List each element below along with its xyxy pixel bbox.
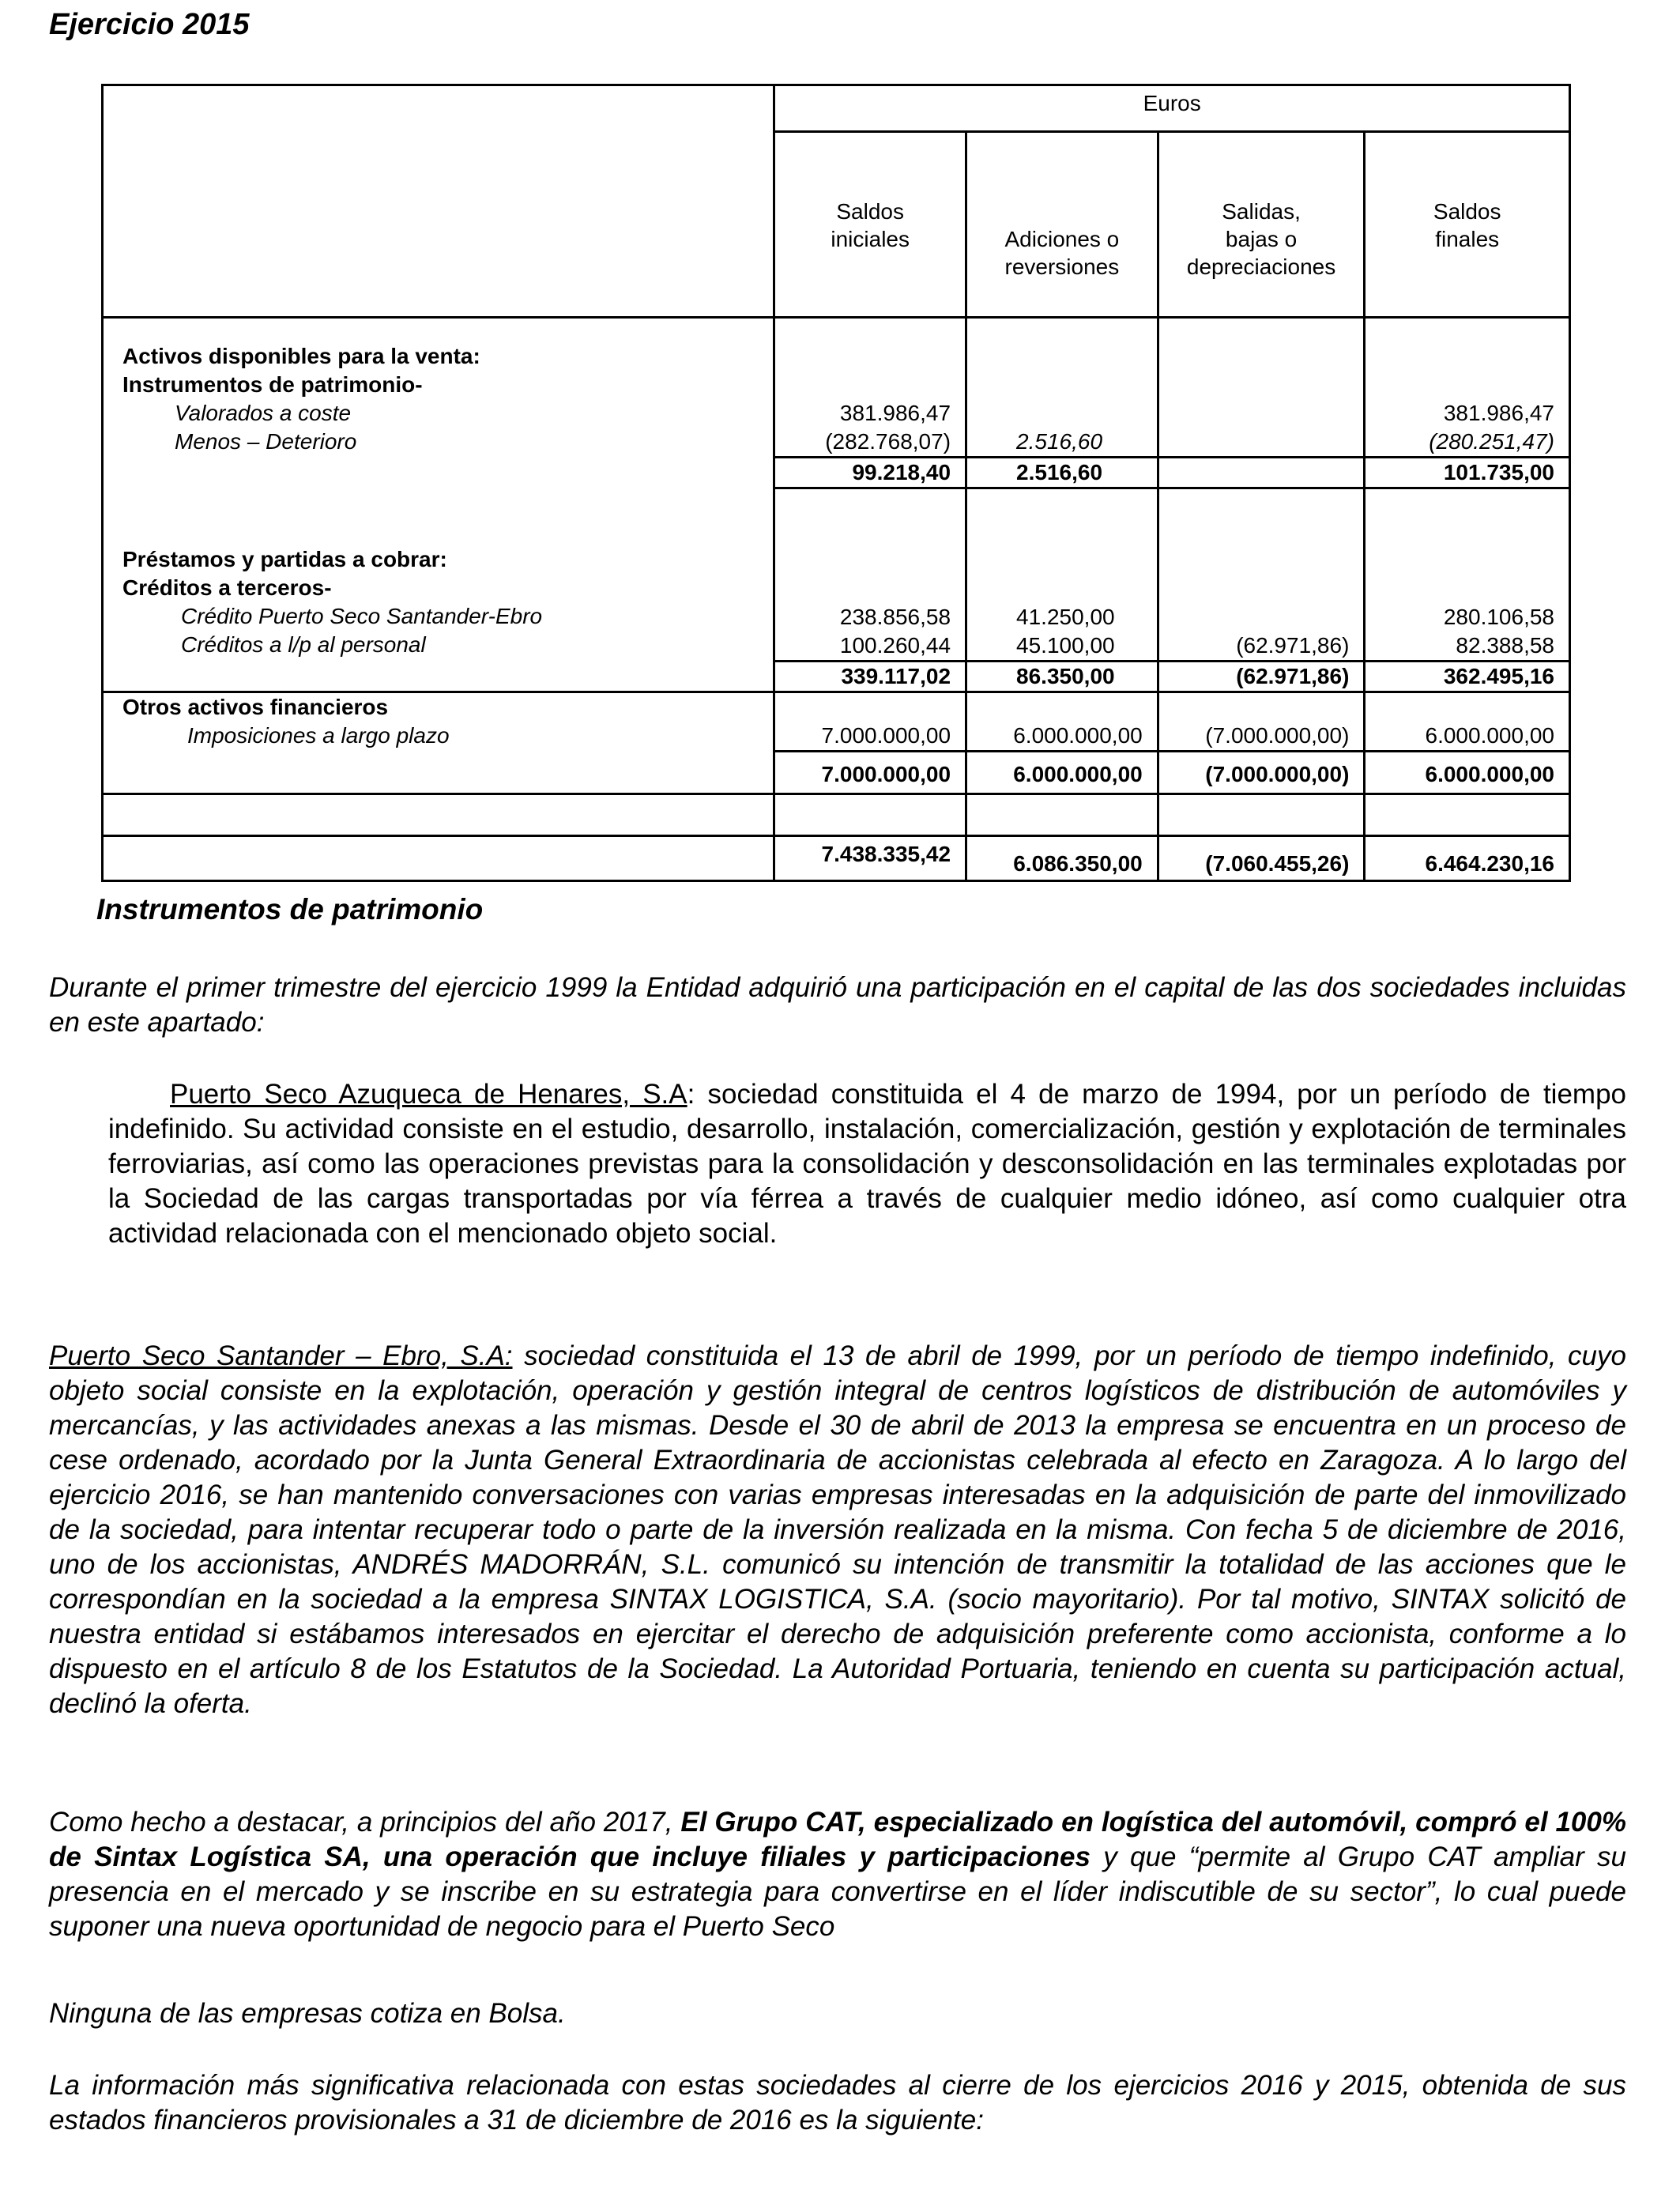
- total-value: 6.000.000,00: [1425, 762, 1554, 786]
- column-header-text: Saldos iniciales: [831, 199, 910, 251]
- financial-assets-table: [101, 84, 1571, 882]
- company-name-azuqueca: Puerto Seco Azuqueca de Henares, S.A: [170, 1079, 687, 1110]
- total-cell: 2.516,60: [966, 458, 1158, 488]
- total-cell: [1158, 752, 1365, 794]
- total-cell: (62.971,86): [1158, 662, 1365, 692]
- cell-value: 82.388,58: [1456, 633, 1554, 658]
- blank-row-cell: [1365, 794, 1570, 835]
- column-header-saldos-iniciales: [774, 132, 966, 318]
- total-cell: 339.117,02: [774, 662, 966, 692]
- paragraph-bolsa: Ninguna de las empresas cotiza en Bolsa.: [49, 1998, 566, 2029]
- grand-total-cell: [966, 835, 1158, 880]
- paragraph-intro: Durante el primer trimestre del ejercicio 1999 la Entidad adquirió una participación en el capital de las dos sociedades incluidas en este apartado:: [49, 972, 1626, 1038]
- cell-group: [966, 318, 1158, 458]
- cell-value: (280.251,47): [1429, 429, 1554, 454]
- cell-group: [1158, 692, 1365, 752]
- cell-group: [774, 692, 966, 752]
- cell-value: 6.000.000,00: [1013, 723, 1143, 748]
- company-name-santander-ebro: Puerto Seco Santander – Ebro, S.A:: [49, 1340, 513, 1371]
- section-title: Activos disponibles para la venta:: [122, 344, 480, 368]
- total-label-blank: [103, 662, 774, 692]
- cell-group: [966, 692, 1158, 752]
- cell-group: [774, 318, 966, 458]
- table-header-blank: [103, 85, 774, 318]
- cell-value: [1159, 603, 1350, 631]
- section-subtitle: Instrumentos de patrimonio-: [122, 372, 423, 397]
- blank-row-cell: [966, 794, 1158, 835]
- cell-group: [1158, 318, 1365, 458]
- row-label: Créditos a l/p al personal: [181, 631, 426, 657]
- row-label: Imposiciones a largo plazo: [187, 723, 450, 748]
- cell-value: 381.986,47: [839, 401, 951, 425]
- section-title: Otros activos financieros: [122, 695, 389, 719]
- total-cell: [966, 752, 1158, 794]
- total-cell: 362.495,16: [1365, 662, 1570, 692]
- blank-row-cell: [103, 794, 774, 835]
- cell-group: [1365, 488, 1570, 662]
- paragraph-text: sociedad constituida el 13 de abril de 1999, por un período de tiempo indefinido, cuyo objeto social consiste en la explotación, operación y gestión integral de centros logísticos de distribución de automóviles y mercancías, y las actividades anexas a las mismas. Desde el 30 de abril de 2013 la empresa se encuentra en un proceso de cese ordenado, acordado por la Junta General Extraordinaria de accionistas celebrada al efecto en Zaragoza. A lo largo del ejercicio 2016, se han mantenido conversaciones con varias empresas interesadas en la adquisición de parte del inmovilizado de la sociedad, para intentar recuperar todo o parte de la inversión realizada en la misma. Con fecha 5 de diciembre de 2016, uno de los accionistas, ANDRÉS MADORRÁN, S.L. comunicó su intención de transmitir la totalidad de las acciones que le correspondían en la sociedad a la empresa SINTAX LOGISTICA, S.A. (socio mayoritario). Por tal motivo, SINTAX solicitó de nuestra entidad si estábamos interesados en ejercitar el derecho de adquisición preferente como accionista, conforme a lo dispuesto en el artículo 8 de los Estatutos de la Sociedad. La Autoridad Portuaria, teniendo en cuenta su participación actual, declinó la oferta.: [49, 1340, 1626, 1719]
- paragraph-text: y que “permite al Grupo CAT ampliar su presencia en el mercado y se inscribe en su estrategia para convertirse en el líder indiscutible de su sector”, lo cual puede suponer una nueva oportunidad de negocio para el Puerto Seco: [49, 1842, 1626, 1942]
- cell-group: [1158, 488, 1365, 662]
- total-label-blank: [103, 752, 774, 794]
- cell-value: 6.000.000,00: [1425, 723, 1554, 748]
- section-activos-disponibles: [103, 318, 774, 458]
- paragraph-grupo-cat: [49, 1805, 1626, 1944]
- row-label: Valorados a coste: [175, 401, 352, 425]
- total-cell: [1158, 458, 1365, 488]
- total-value: (7.000.000,00): [1205, 762, 1350, 786]
- total-value: 6.000.000,00: [1013, 762, 1143, 786]
- cell-value: 280.106,58: [1443, 605, 1554, 629]
- cell-value: [1016, 399, 1157, 428]
- cell-value: 2.516,60: [1016, 429, 1103, 454]
- cell-value: (282.768,07): [825, 429, 951, 454]
- section-heading: Instrumentos de patrimonio: [96, 893, 484, 925]
- cell-value: 41.250,00: [1016, 605, 1115, 629]
- row-label: Crédito Puerto Seco Santander-Ebro: [181, 603, 543, 628]
- cell-group: [774, 488, 966, 662]
- total-value: 7.000.000,00: [821, 762, 951, 786]
- column-header-salidas: [1158, 132, 1365, 318]
- cell-group: [966, 488, 1158, 662]
- grand-total-value: (7.060.455,26): [1205, 850, 1350, 876]
- section-prestamos: [103, 488, 774, 662]
- cell-value: 238.856,58: [839, 605, 951, 629]
- cell-value: (62.971,86): [1236, 633, 1350, 658]
- column-header-text: Saldos finales: [1433, 199, 1501, 251]
- section-subtitle: Créditos a terceros-: [122, 575, 332, 600]
- grand-total-value: 6.086.350,00: [1013, 850, 1143, 876]
- paragraph-santander-ebro: [49, 1339, 1626, 1721]
- grand-total-cell: [1365, 835, 1570, 880]
- total-cell: 99.218,40: [774, 458, 966, 488]
- grand-total-value: 7.438.335,42: [821, 841, 951, 866]
- total-cell: [774, 752, 966, 794]
- section-title: Préstamos y partidas a cobrar:: [122, 546, 447, 571]
- cell-value: (7.000.000,00): [1205, 723, 1350, 748]
- grand-total-cell: [1158, 835, 1365, 880]
- column-header-saldos-finales: [1365, 132, 1570, 318]
- cell-value: [1159, 399, 1350, 428]
- page-heading: Ejercicio 2015: [49, 8, 250, 41]
- cell-value: 7.000.000,00: [821, 723, 951, 748]
- paragraph-bold-text: El Grupo CAT, especializado en logística del automóvil, compró el 100% de Sintax Logística SA, una operación que incluye filiales y participaciones: [49, 1807, 1626, 1872]
- paragraph-text: Como hecho a destacar, a principios del año 2017,: [49, 1807, 681, 1838]
- column-header-adiciones: [966, 132, 1158, 318]
- row-label: Menos – Deterioro: [175, 429, 357, 454]
- section-otros-activos: [103, 692, 774, 752]
- total-label-blank: [103, 458, 774, 488]
- paragraph-azuqueca: [108, 1077, 1626, 1251]
- cell-value: [1159, 428, 1350, 456]
- cell-value: 45.100,00: [1016, 633, 1115, 658]
- paragraph-informacion: La información más significativa relacionada con estas sociedades al cierre de los ejercicios 2016 y 2015, obtenida de sus estados financieros provisionales a 31 de diciembre de 2016 es la siguiente:: [49, 2070, 1626, 2136]
- total-cell: [1365, 752, 1570, 794]
- paragraph-text: : sociedad constituida el 4 de marzo de 1994, por un período de tiempo indefinido. Su actividad consiste en el estudio, desarrollo, instalación, comercialización, gestión y explotación de terminales ferroviarias, así como las operaciones previstas para la consolidación y desconsolidación en las terminales explotadas por la Sociedad de las cargas transportadas por vía férrea a través de cualquier medio idóneo, así como cualquier otra actividad relacionada con el mencionado objeto social.: [108, 1079, 1626, 1249]
- grand-total-label-blank: [103, 835, 774, 880]
- cell-group: [1365, 318, 1570, 458]
- column-header-text: Salidas, bajas o depreciaciones: [1186, 199, 1336, 279]
- blank-row-cell: [774, 794, 966, 835]
- grand-total-value: 6.464.230,16: [1425, 850, 1554, 876]
- total-cell: 101.735,00: [1365, 458, 1570, 488]
- blank-row-cell: [1158, 794, 1365, 835]
- unit-header: Euros: [774, 85, 1570, 132]
- grand-total-cell: [774, 835, 966, 880]
- column-header-text: Adiciones o reversiones: [1004, 227, 1120, 279]
- total-cell: 86.350,00: [966, 662, 1158, 692]
- cell-value: 100.260,44: [839, 633, 951, 658]
- cell-value: 381.986,47: [1443, 401, 1554, 425]
- cell-group: [1365, 692, 1570, 752]
